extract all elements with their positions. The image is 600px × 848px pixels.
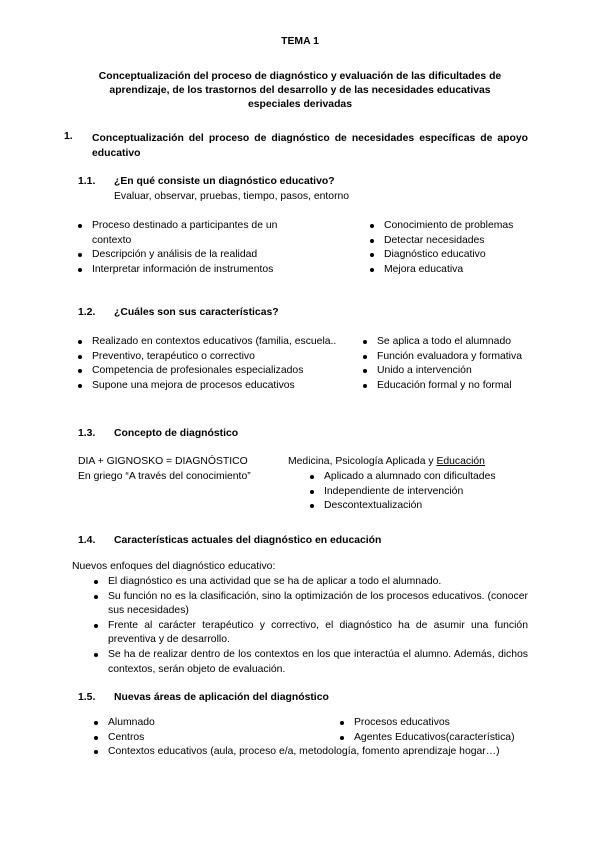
s13-list	[308, 470, 548, 514]
list-item: Contextos educativos (aula, proceso e/a, metodología, fomento aprendizaje hogar…)	[92, 745, 542, 760]
list-item: Realizado en contextos educativos (familia, escuela..	[76, 335, 366, 350]
list-item: Conocimiento de problemas	[368, 219, 568, 234]
list-item: Función evaluadora y formativa	[361, 350, 561, 365]
list-item: Su función no es la clasificación, sino la optimización de los procesos educativos. (conocer sus necesidades)	[92, 590, 528, 619]
list-item: Diagnóstico educativo	[368, 248, 568, 263]
tema-label: TEMA 1	[281, 36, 319, 47]
document-title: Conceptualización del proceso de diagnóstico y evaluación de las dificultades de aprendizaje, de los trastornos del desarrollo y de las necesidades educativas especiales derivadas	[98, 71, 502, 110]
s12-number: 1.2.	[78, 307, 96, 318]
s11-number: 1.1.	[78, 176, 96, 187]
s14-number: 1.4.	[78, 535, 96, 546]
s12-right-list	[361, 335, 561, 393]
list-item: Aplicado a alumnado con dificultades	[308, 470, 548, 485]
s15-title: Nuevas áreas de aplicación del diagnóstico	[114, 692, 329, 703]
list-item: Independiente de intervención	[308, 485, 548, 500]
list-item: Se ha de realizar dentro de los contextos en los que interactúa el alumno. Además, dichos contextos, serán objeto de evaluación.	[92, 648, 528, 677]
list-item: Se aplica a todo el alumnado	[361, 335, 561, 350]
s13-title: Concepto de diagnóstico	[114, 428, 239, 439]
list-item: Educación formal y no formal	[361, 379, 561, 394]
s13-fields-prefix: Medicina, Psicología Aplicada y	[288, 456, 437, 467]
s13-fields	[288, 456, 485, 467]
list-item: Supone una mejora de procesos educativos	[76, 379, 366, 394]
s14-list	[92, 575, 528, 677]
s15-number: 1.5.	[78, 692, 96, 703]
s13-greek: En griego “A través del conocimiento”	[78, 471, 251, 482]
s13-fields-educacion: Educación	[436, 456, 485, 467]
list-item: Descontextualización	[308, 499, 548, 514]
s12-left-list	[76, 335, 366, 393]
s11-left-list	[76, 219, 306, 277]
list-item: Alumnado	[92, 716, 312, 731]
s11-title: ¿En qué consiste un diagnóstico educativo?	[114, 176, 335, 187]
s14-title: Características actuales del diagnóstico en educación	[114, 535, 382, 546]
s11-subtitle: Evaluar, observar, pruebas, tiempo, pasos, entorno	[114, 191, 350, 202]
s15-full-list	[92, 745, 542, 760]
list-item: Mejora educativa	[368, 263, 568, 278]
s15-right-list	[338, 716, 558, 745]
s13-number: 1.3.	[78, 428, 96, 439]
list-item: Competencia de profesionales especializados	[76, 364, 366, 379]
list-item: Centros	[92, 731, 312, 746]
list-item: Interpretar información de instrumentos	[76, 263, 306, 278]
s14-intro: Nuevos enfoques del diagnóstico educativo:	[72, 561, 276, 572]
list-item: Descripción y análisis de la realidad	[76, 248, 306, 263]
section-1-title: Conceptualización del proceso de diagnóstico de necesidades específicas de apoyo educativo	[92, 133, 528, 159]
list-item: Preventivo, terapéutico o correctivo	[76, 350, 366, 365]
s15-left-list	[92, 716, 312, 745]
s11-right-list	[368, 219, 568, 277]
s13-formula: DIA + GIGNOSKO = DIAGNÓSTICO	[78, 456, 248, 467]
list-item: Detectar necesidades	[368, 234, 568, 249]
list-item: Unido a intervención	[361, 364, 561, 379]
list-item: Proceso destinado a participantes de un contexto	[76, 219, 306, 248]
s12-title: ¿Cuáles son sus características?	[114, 307, 279, 318]
list-item: Agentes Educativos(característica)	[338, 731, 558, 746]
section-1-number: 1.	[64, 131, 73, 142]
list-item: El diagnóstico es una actividad que se ha de aplicar a todo el alumnado.	[92, 575, 528, 590]
list-item: Frente al carácter terapéutico y correctivo, el diagnóstico ha de asumir una función preventiva y de desarrollo.	[92, 619, 528, 648]
list-item: Procesos educativos	[338, 716, 558, 731]
